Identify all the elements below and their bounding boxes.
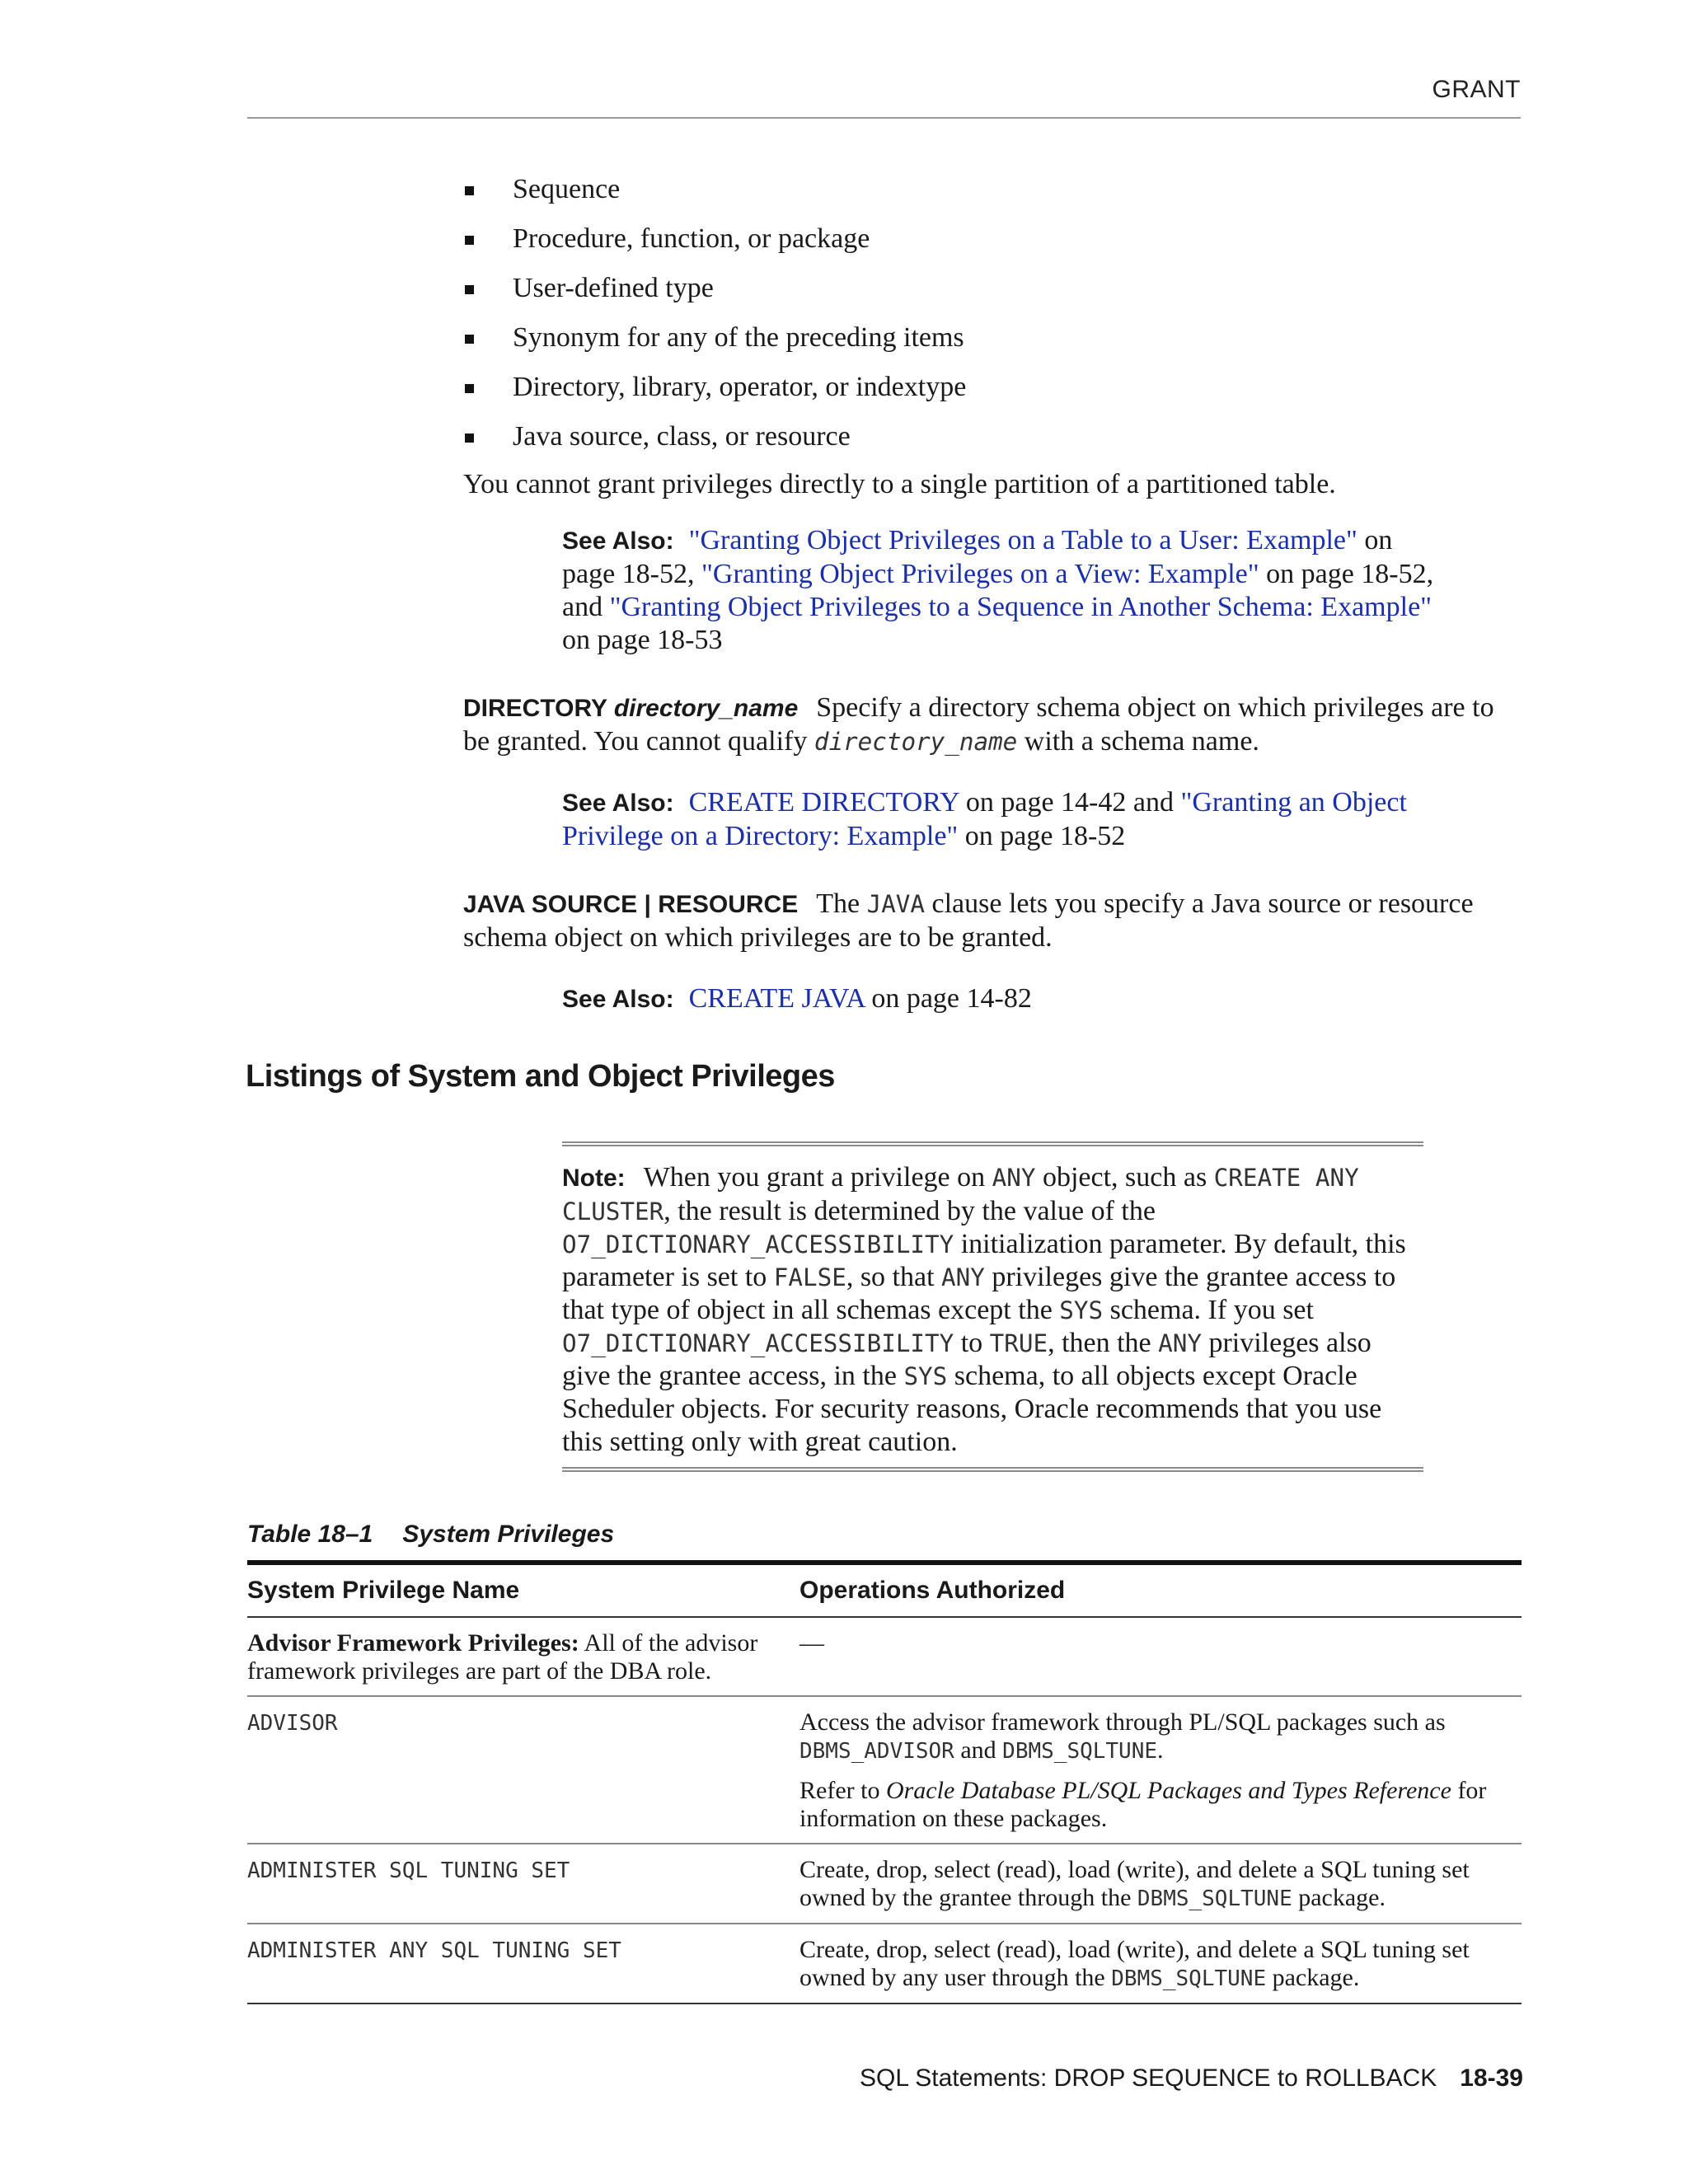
- link-view-example[interactable]: "Granting Object Privileges on a View: Example": [701, 559, 1259, 589]
- system-privileges-table: [247, 1560, 1522, 2004]
- see-also-object-examples: See Also: "Granting Object Privileges on a Table to a User: Example" on page 18-52, "Granting Object Privileges on a View: Example" on page 18-52, and "Granting Object Privileges to a Sequence in Another Schema: Example" on page 18-53: [562, 525, 1434, 655]
- link-directory-example[interactable]: "Granting an Object Privilege on a Directory: Example": [562, 787, 1407, 851]
- see-also-label: See Also:: [562, 527, 674, 555]
- list-item: User-defined type: [463, 264, 1526, 313]
- main-content: [463, 165, 1526, 1016]
- java-paragraph: JAVA SOURCE | RESOURCE The JAVA clause lets you specify a Java source or resource schema object on which privileges are to be granted.: [463, 888, 1474, 953]
- operations-cell: Access the advisor framework through PL/SQL packages such as DBMS_ADVISOR and DBMS_SQLTUNE. Refer to Oracle Database PL/SQL Packages and Types Reference for information on these packages.: [799, 1696, 1522, 1844]
- link-sequence-example[interactable]: "Granting Object Privileges to a Sequence in Another Schema: Example": [609, 592, 1432, 622]
- directory-term: DIRECTORY directory_name: [463, 695, 799, 722]
- code-directory-name: directory_name: [814, 728, 1018, 756]
- square-bullet-icon: [465, 335, 474, 344]
- square-bullet-icon: [465, 384, 474, 393]
- see-also-label: See Also:: [562, 986, 674, 1013]
- see-also-directory: See Also: CREATE DIRECTORY on page 14-42 and "Granting an Object Privilege on a Directory: Example" on page 18-52: [562, 787, 1407, 851]
- link-create-java[interactable]: CREATE JAVA: [688, 983, 865, 1014]
- object-type-list: [463, 165, 1526, 462]
- running-footer: [860, 2064, 1523, 2093]
- square-bullet-icon: [465, 236, 474, 245]
- privilege-name-cell: ADMINISTER SQL TUNING SET: [247, 1844, 799, 1924]
- operations-cell: Create, drop, select (read), load (write), and delete a SQL tuning set owned by any user through the DBMS_SQLTUNE package.: [799, 1924, 1522, 2004]
- directory-paragraph: DIRECTORY directory_name Specify a directory schema object on which privileges are to be granted. You cannot qualify directory_name with a schema name.: [463, 692, 1494, 757]
- privilege-name-cell: Advisor Framework Privileges: All of the advisor framework privileges are part of the DBA role.: [247, 1617, 799, 1696]
- table-row: [247, 1696, 1522, 1844]
- table-row: [247, 1617, 1522, 1696]
- table-number: Table 18–1: [247, 1521, 373, 1548]
- square-bullet-icon: [465, 186, 474, 195]
- note-text: Note: When you grant a privilege on ANY object, such as CREATE ANY CLUSTER, the result is determined by the value of the O7_DICTIONARY_ACCESSIBILITY initialization parameter. By default, this parameter is set to FALSE, so that ANY privileges give the grantee access to that type of object in all schemas except the SYS schema. If you set O7_DICTIONARY_ACCESSIBILITY to TRUE, then the ANY privileges also give the grantee access, in the SYS schema, to all objects except Oracle Scheduler objects. For security reasons, Oracle recommends that you use this setting only with great caution.: [562, 1162, 1406, 1457]
- column-header-operations: Operations Authorized: [799, 1563, 1522, 1617]
- list-item: Java source, class, or resource: [463, 412, 1526, 462]
- square-bullet-icon: [465, 285, 474, 294]
- privilege-name-cell: ADMINISTER ANY SQL TUNING SET: [247, 1924, 799, 2004]
- list-item: Sequence: [463, 165, 1526, 214]
- running-header: [247, 76, 1521, 119]
- note-label: Note:: [562, 1165, 626, 1192]
- note-box: [562, 1141, 1423, 1472]
- list-item: Directory, library, operator, or indextype: [463, 363, 1526, 412]
- table-row: [247, 1924, 1522, 2004]
- link-create-directory[interactable]: CREATE DIRECTORY: [688, 787, 959, 818]
- code-java: JAVA: [866, 890, 925, 918]
- table-row: [247, 1844, 1522, 1924]
- see-also-label: See Also:: [562, 790, 674, 817]
- table-header-row: [247, 1563, 1522, 1617]
- java-term: JAVA SOURCE | RESOURCE: [463, 891, 799, 918]
- column-header-privilege-name: System Privilege Name: [247, 1563, 799, 1617]
- link-table-user-example[interactable]: "Granting Object Privileges on a Table to a User: Example": [688, 525, 1357, 555]
- footer-title: SQL Statements: DROP SEQUENCE to ROLLBACK: [860, 2064, 1437, 2092]
- section-heading: Listings of System and Object Privileges: [246, 1059, 835, 1094]
- see-also-java: See Also: CREATE JAVA on page 14-82: [562, 983, 1032, 1014]
- list-item: Procedure, function, or package: [463, 214, 1526, 264]
- partition-paragraph: You cannot grant privileges directly to a single partition of a partitioned table.: [463, 469, 1336, 499]
- operations-cell: Create, drop, select (read), load (write), and delete a SQL tuning set owned by the grantee through the DBMS_SQLTUNE package.: [799, 1844, 1522, 1924]
- page-number: 18-39: [1460, 2064, 1523, 2092]
- header-title: GRANT: [1432, 76, 1521, 103]
- list-item: Synonym for any of the preceding items: [463, 313, 1526, 363]
- table-title: System Privileges: [402, 1521, 615, 1548]
- privilege-name-cell: ADVISOR: [247, 1696, 799, 1844]
- table-caption: [247, 1521, 614, 1549]
- square-bullet-icon: [465, 434, 474, 443]
- operations-cell: —: [799, 1617, 1522, 1696]
